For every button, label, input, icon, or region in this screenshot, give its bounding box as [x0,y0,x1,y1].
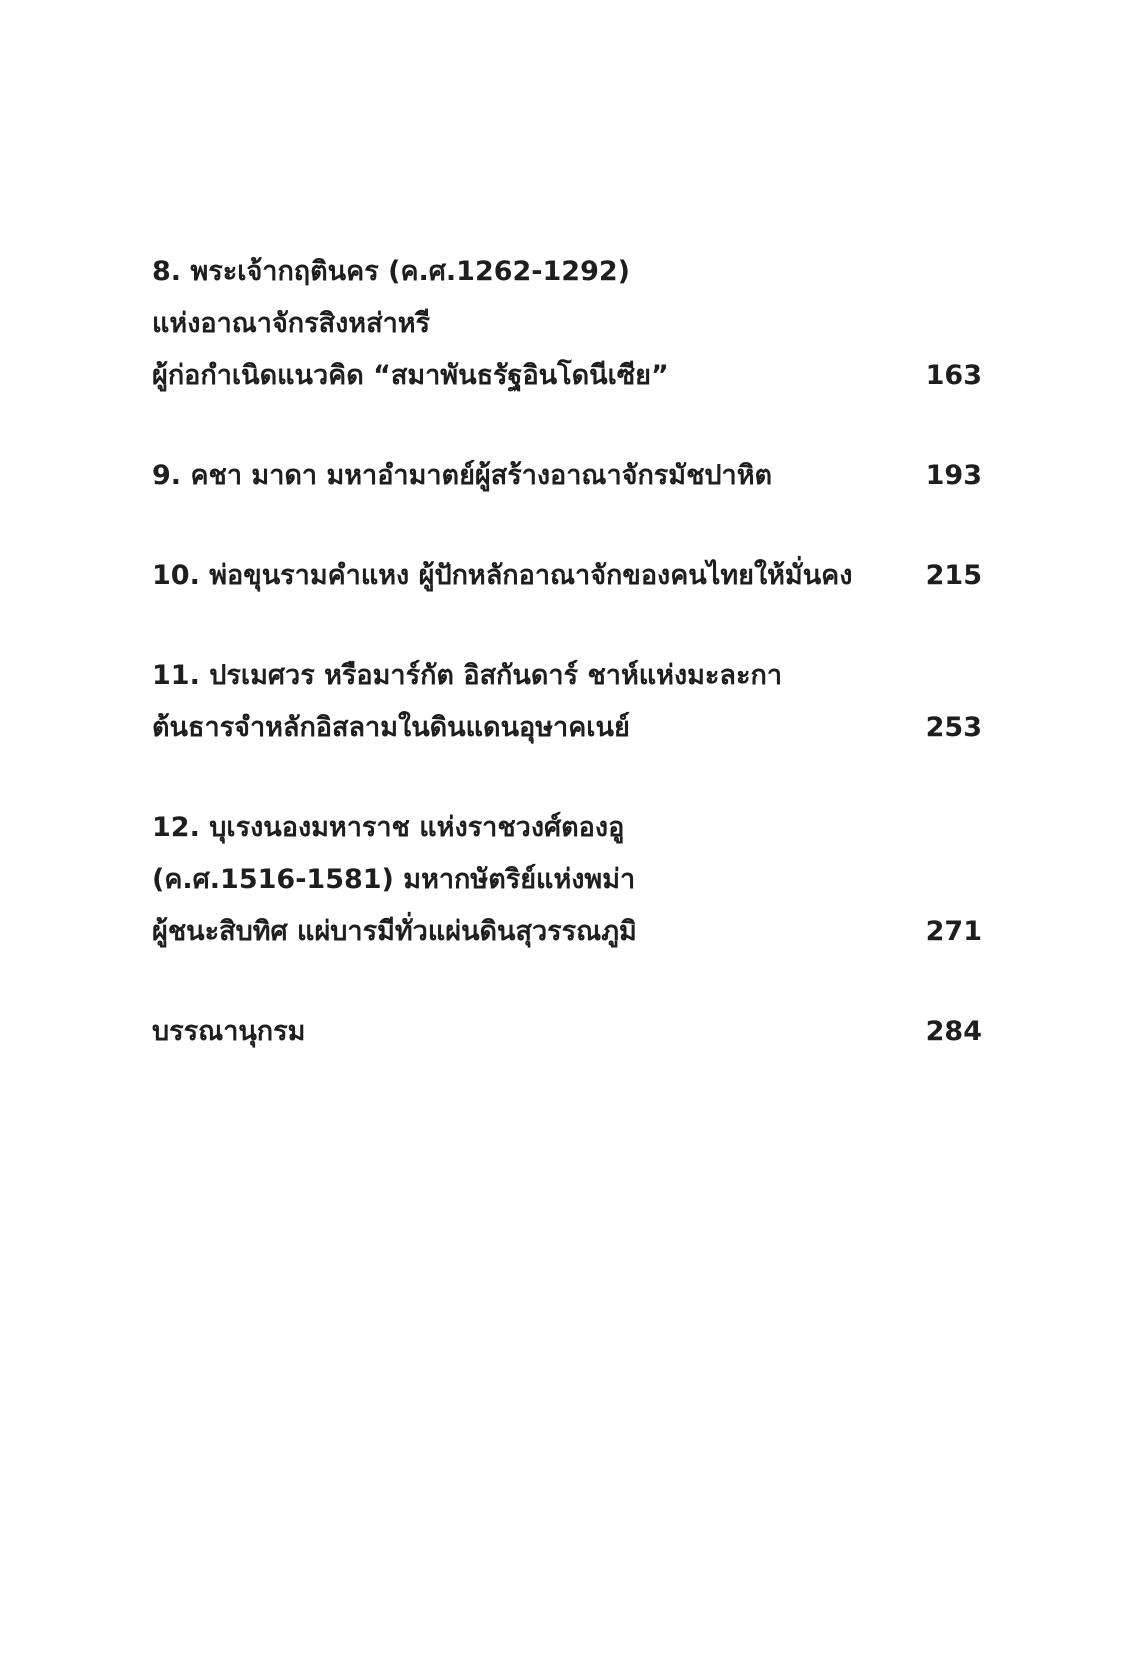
toc-entry-11 [152,650,982,754]
toc-entry-title [152,450,772,502]
toc-page-number: 253 [925,712,982,743]
toc-entry-title [152,802,637,958]
toc-entry-title [152,1006,305,1058]
toc-entry-line: ต้นธารจำหลักอิสลามในดินแดนอุษาคเนย์ [152,712,630,743]
toc-entry-line: 12. บุเรงนองมหาราช แห่งราชวงศ์ตองอู [152,812,625,843]
toc-entry-line: บรรณานุกรม [152,1016,306,1047]
toc-page-number: 163 [925,360,982,391]
toc-page-number: 193 [925,460,982,491]
toc-page-number: 215 [925,560,982,591]
toc-entry-8 [152,246,982,402]
toc-entry-line: ผู้ชนะสิบทิศ แผ่บารมีทั่วแผ่นดินสุวรรณภูมิ [152,916,637,947]
toc-entry-title [152,650,782,754]
table-of-contents [152,246,982,1106]
toc-entry-line: 9. คชา มาดา มหาอำมาตย์ผู้สร้างอาณาจักรมัชปาหิต [152,460,773,491]
toc-entry-9 [152,450,982,502]
toc-entry-bibliography [152,1006,982,1058]
toc-entry-line: 10. พ่อขุนรามคำแหง ผู้ปักหลักอาณาจักของคนไทยให้มั่นคง [152,560,853,591]
toc-entry-line: 11. ปรเมศวร หรือมาร์กัต อิสกันดาร์ ชาห์แห่งมะละกา [152,660,782,691]
toc-entry-line: ผู้ก่อกำเนิดแนวคิด “สมาพันธรัฐอินโดนีเซีย” [152,360,669,391]
toc-page-number: 284 [925,1016,982,1047]
toc-entry-line: (ค.ศ.1516-1581) มหากษัตริย์แห่งพม่า [152,864,636,895]
toc-entry-title [152,246,669,402]
toc-page-number: 271 [925,916,982,947]
toc-entry-12 [152,802,982,958]
toc-entry-title [152,550,852,602]
toc-entry-line: 8. พระเจ้ากฤตินคร (ค.ศ.1262-1292) [152,256,630,287]
toc-entry-10 [152,550,982,602]
toc-entry-line: แห่งอาณาจักรสิงหส่าหรี [152,308,431,339]
